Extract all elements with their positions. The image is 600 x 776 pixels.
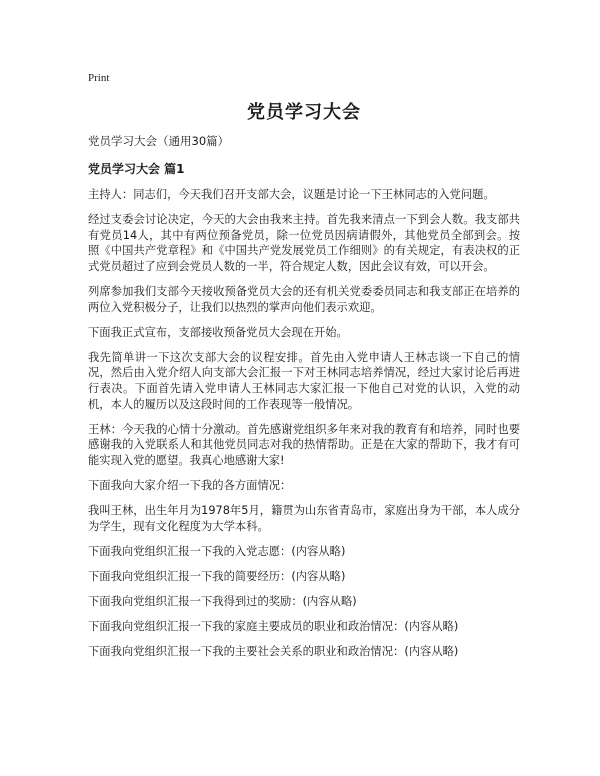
paragraph: 下面我向党组织汇报一下我的简要经历：(内容从略) <box>88 569 346 583</box>
paragraph: 下面我向大家介绍一下我的各方面情况： <box>88 478 292 492</box>
paragraph: 经过支委会讨论决定，今天的大会由我来主持。首先我来清点一下到会人数。我支部共有党员14人，其中有两位预备党员，除一位党员因病请假外，其他党员全部到会。按照《中国共产党章程》和《中国共产党发展党员工作细则》的有关规定，有表决权的正式党员超过了应到会党员人数的一半，符合规定人数，因此会议有效，可以开会。 <box>88 213 520 273</box>
paragraph: 下面我向党组织汇报一下我的主要社会关系的职业和政治情况：(内容从略) <box>88 645 459 659</box>
document-title: 党员学习大会 <box>247 102 361 123</box>
paragraph: 我叫王林，出生年月为1978年5月，籍贯为山东省青岛市，家庭出身为干部，本人成分为学生，现有文化程度为大学本科。 <box>88 504 520 533</box>
document-body <box>88 187 520 669</box>
section-heading: 党员学习大会 篇1 <box>88 162 185 176</box>
paragraph: 列席参加我们支部今天接收预备党员大会的还有机关党委委员同志和我支部正在培养的两位入党积极分子，让我们以热烈的掌声向他们表示欢迎。 <box>88 284 520 314</box>
paragraph: 下面我正式宣布，支部接收预备党员大会现在开始。 <box>88 325 348 339</box>
paragraph: 下面我向党组织汇报一下我的家庭主要成员的职业和政治情况：(内容从略) <box>88 619 459 633</box>
paragraph: 我先简单讲一下这次支部大会的议程安排。首先由入党申请人王林志谈一下自己的情况，然后由入党介绍人向支部大会汇报一下对王林同志培养情况，经过大家讨论后再进行表决。下面首先请入党申请人王林同志大家汇报一下他自己对党的认识，入党的动机，本人的履历以及这段时间的工作表现等一般情况。 <box>88 350 520 411</box>
paragraph: 王林：今天我的心情十分激动。首先感谢党组织多年来对我的教育有和培养，同时也要感谢我的入党联系人和其他党员同志对我的热情帮助。正是在大家的帮助下，我才有可能实现入党的愿望。我真心地感谢大家! <box>88 422 520 467</box>
document-subtitle: 党员学习大会（通用30篇） <box>88 134 230 148</box>
paragraph: 下面我向党组织汇报一下我得到过的奖励：(内容从略) <box>88 594 357 608</box>
paragraph: 下面我向党组织汇报一下我的入党志愿：(内容从略) <box>88 544 346 558</box>
paragraph: 主持人：同志们，今天我们召开支部大会，议题是讨论一下王林同志的入党问题。 <box>88 188 495 201</box>
print-label: Print <box>88 72 110 84</box>
